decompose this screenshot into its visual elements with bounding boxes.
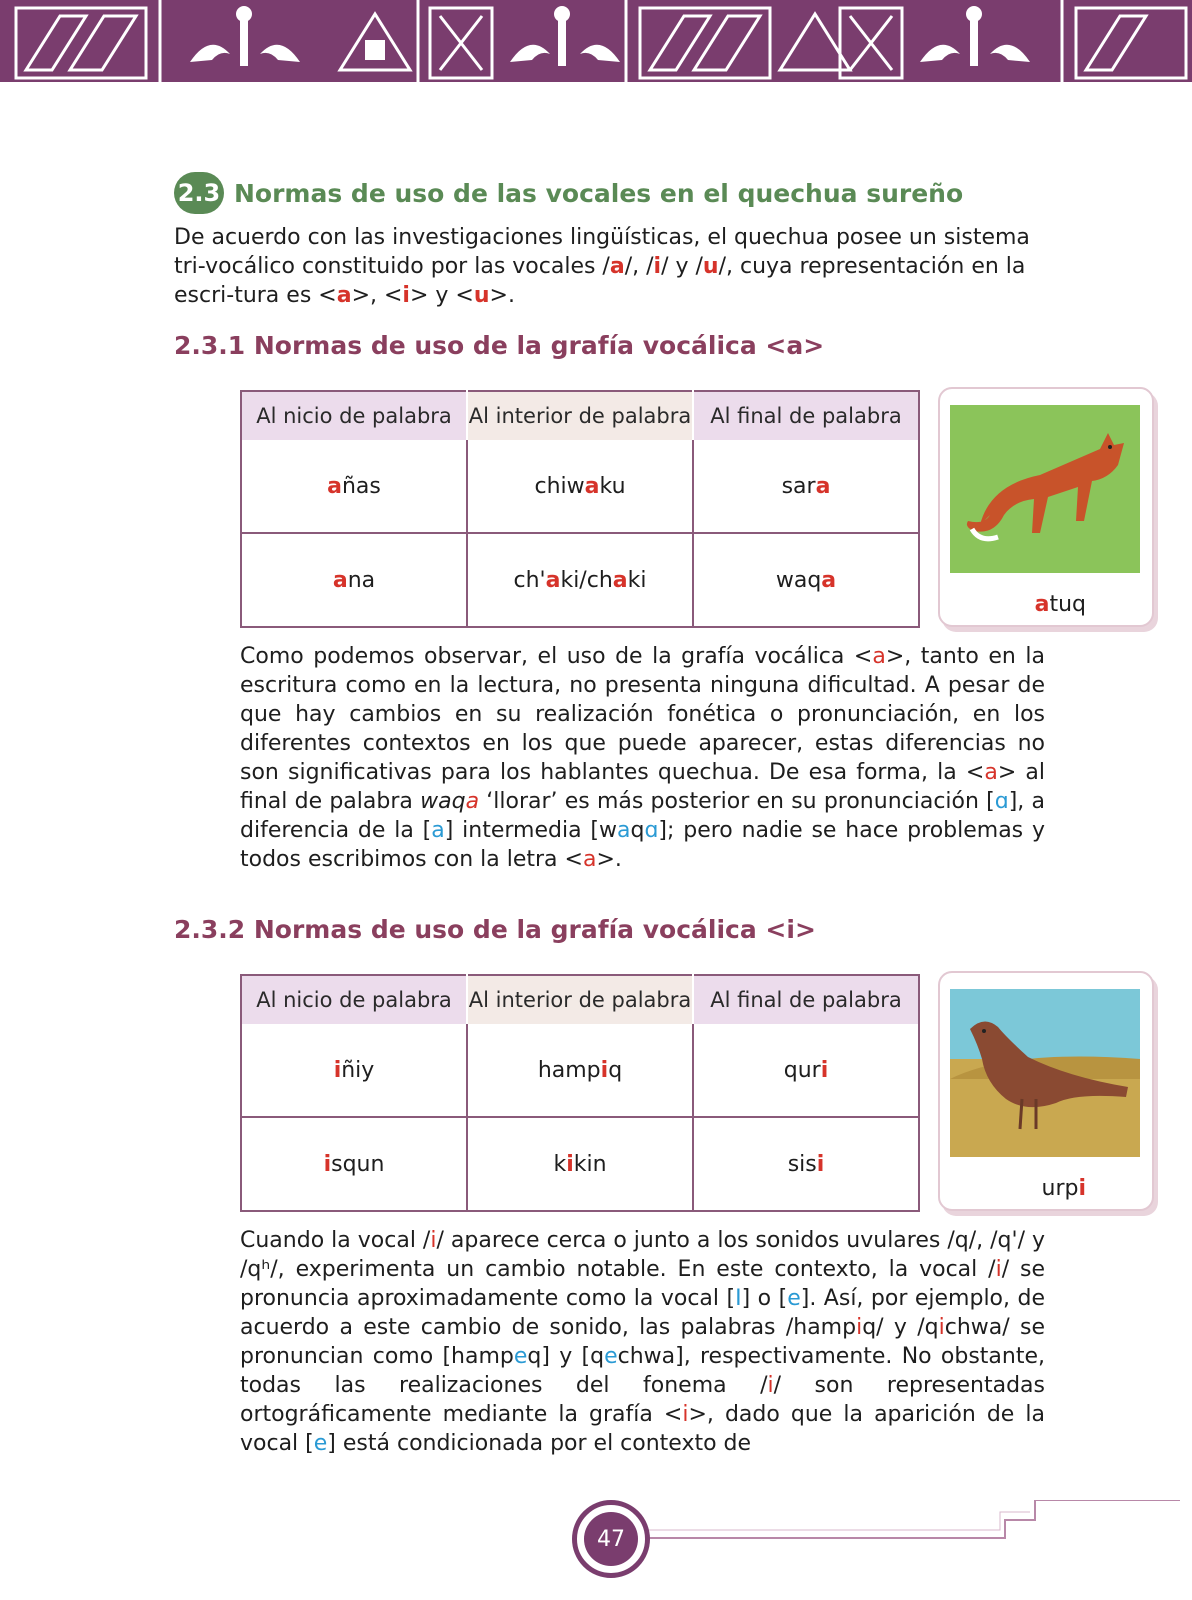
table-header-row xyxy=(241,975,919,1024)
text-segment: q/ y /q xyxy=(862,1315,939,1340)
table-cell xyxy=(693,1117,919,1211)
text-segment: a xyxy=(1034,592,1050,617)
text-segment: Como podemos observar, el uso de la grafía vocálica < xyxy=(240,644,873,669)
text-segment: i xyxy=(1078,1176,1086,1201)
text-segment: a xyxy=(332,567,348,593)
text-segment: q xyxy=(630,818,645,843)
text-segment: i xyxy=(333,1057,342,1083)
table-cell xyxy=(693,1024,919,1117)
page-number: 47 xyxy=(584,1512,638,1566)
table-row xyxy=(241,1024,919,1117)
text-segment: i xyxy=(600,1057,609,1083)
table-cell xyxy=(241,1117,467,1211)
text-segment: e xyxy=(787,1286,801,1311)
column-header-initial: Al nicio de palabra xyxy=(241,391,467,440)
text-segment: ki xyxy=(627,567,647,593)
text-segment: urp xyxy=(1041,1176,1079,1201)
column-header-final: Al final de palabra xyxy=(693,391,919,440)
text-segment: e xyxy=(604,1344,618,1369)
vowel-i-paragraph xyxy=(240,1226,1045,1458)
text-segment: ]. Así, por ejemplo, de acuerdo a este cambio de sonido, las palabras /hamp xyxy=(240,1286,1046,1340)
text-segment: i xyxy=(820,1057,829,1083)
text-segment: a xyxy=(327,473,342,499)
table-cell xyxy=(241,1024,467,1117)
section-intro xyxy=(174,223,1039,310)
text-segment: a xyxy=(465,789,480,814)
text-segment: i xyxy=(995,1257,1002,1282)
text-segment: e xyxy=(513,1344,528,1369)
text-segment: a xyxy=(872,644,886,669)
fox-card xyxy=(938,387,1154,627)
subsection-i-title: 2.3.2 Normas de uso de la grafía vocálica <i> xyxy=(174,915,816,944)
text-segment: waq xyxy=(420,789,466,814)
text-segment: >, tanto en la escritura como en la lectura, no presenta ninguna dificultad. A pesar de que hay cambios en su realización fonética o pronunciación, en los diferentes contextos en los que puede aparecer, estas diferencias no son significativas para los hablantes quechua. De esa forma, la < xyxy=(240,644,1045,785)
text-segment: kin xyxy=(573,1151,607,1177)
text-segment: / y / xyxy=(661,254,703,279)
vowel-a-paragraph-block xyxy=(240,642,1045,874)
text-segment: / se pronuncia aproximadamente como la vocal [ xyxy=(240,1257,1046,1311)
decorative-banner xyxy=(0,0,1192,82)
text-segment: sar xyxy=(781,473,816,499)
text-segment: / aparece cerca o junto a los sonidos uvulares /q/, /q'/ y /qʰ/, experimenta un cambio notable. En este contexto, la vocal / xyxy=(240,1228,1046,1282)
text-segment: na xyxy=(347,567,376,593)
text-segment: >. xyxy=(489,283,515,308)
text-segment: ‘llorar’ es más posterior en su pronunciación [ xyxy=(479,789,995,814)
vowel-a-table xyxy=(240,390,920,628)
text-segment: a xyxy=(821,567,837,593)
text-segment: a xyxy=(582,847,597,872)
text-segment: a xyxy=(616,818,631,843)
staircase-decoration-icon xyxy=(640,1500,1180,1560)
column-header-interior: Al interior de palabra xyxy=(467,391,693,440)
text-segment: a xyxy=(584,473,600,499)
intro-paragraph xyxy=(174,223,1039,310)
table-row xyxy=(241,533,919,627)
vowel-i-paragraph-block xyxy=(240,1226,1045,1458)
table-row xyxy=(241,440,919,533)
section-title: Normas de uso de las vocales en el quechua sureño xyxy=(234,178,964,208)
text-segment: ɑ xyxy=(994,789,1009,814)
text-segment: chwa], respectivamente. No obstante, todas las realizaciones del fonema / xyxy=(240,1344,1045,1398)
text-segment: i xyxy=(402,283,410,308)
table-cell xyxy=(467,440,693,533)
text-segment: i xyxy=(653,254,662,279)
table-cell xyxy=(467,533,693,627)
text-segment: a xyxy=(545,567,561,593)
text-segment: > al final de palabra xyxy=(240,760,1045,814)
table-cell xyxy=(693,533,919,627)
table-header-row xyxy=(241,391,919,440)
text-segment: i xyxy=(323,1151,332,1177)
page-number-badge xyxy=(572,1500,650,1578)
text-segment: I xyxy=(735,1286,742,1311)
text-segment: De acuerdo con las investigaciones lingüísticas, el quechua posee un sistema tri-vocálico constituido por las vocales / xyxy=(174,225,1030,279)
text-segment: ]; pero nadie se hace problemas y todos escribimos con la letra < xyxy=(240,818,1046,872)
text-segment: / son representadas ortográficamente mediante la grafía < xyxy=(240,1373,1045,1427)
column-header-interior: Al interior de palabra xyxy=(467,975,693,1024)
dove-card xyxy=(938,971,1154,1211)
text-segment: a xyxy=(984,760,998,785)
text-segment: ] intermedia [w xyxy=(444,818,617,843)
text-segment: /, cuya representación en la escri-tura es < xyxy=(174,254,1026,308)
text-segment: a xyxy=(431,818,445,843)
text-segment: k xyxy=(553,1151,567,1177)
text-segment: tuq xyxy=(1049,592,1086,617)
text-segment: q] y [q xyxy=(527,1344,605,1369)
text-segment: hamp xyxy=(537,1057,601,1083)
dove-image xyxy=(950,989,1140,1157)
section-number-badge: 2.3 xyxy=(174,172,224,214)
text-segment: ku xyxy=(599,473,626,499)
text-segment: squn xyxy=(331,1151,385,1177)
table-cell xyxy=(467,1117,693,1211)
text-segment: ñiy xyxy=(341,1057,375,1083)
vowel-i-table xyxy=(240,974,920,1212)
column-header-final: Al final de palabra xyxy=(693,975,919,1024)
text-segment: u xyxy=(473,283,490,308)
table-cell xyxy=(693,440,919,533)
andean-pattern-icon xyxy=(0,0,1192,82)
text-segment: Cuando la vocal / xyxy=(240,1228,431,1253)
text-segment: a xyxy=(336,283,352,308)
text-segment: >, < xyxy=(351,283,403,308)
text-segment: a xyxy=(612,567,628,593)
text-segment: ɑ xyxy=(644,818,659,843)
text-segment: i xyxy=(938,1315,945,1340)
table-cell xyxy=(241,533,467,627)
fox-caption xyxy=(1035,592,1086,617)
text-segment: waq xyxy=(775,567,822,593)
section-heading xyxy=(174,172,963,214)
text-segment: a xyxy=(815,473,831,499)
table-row xyxy=(241,1117,919,1211)
text-segment: ] o [ xyxy=(741,1286,788,1311)
table-cell xyxy=(241,440,467,533)
text-segment: i xyxy=(767,1373,774,1398)
text-segment: > y < xyxy=(409,283,474,308)
text-segment: q xyxy=(608,1057,623,1083)
vowel-a-paragraph xyxy=(240,642,1045,874)
fox-image xyxy=(950,405,1140,573)
text-segment: ki/ch xyxy=(560,567,613,593)
text-segment: sis xyxy=(787,1151,817,1177)
text-segment: qur xyxy=(783,1057,821,1083)
text-segment: >. xyxy=(596,847,622,872)
text-segment: i xyxy=(816,1151,825,1177)
text-segment: chwa/ se pronuncian como [hamp xyxy=(240,1315,1045,1369)
column-header-initial: Al nicio de palabra xyxy=(241,975,467,1024)
text-segment: ch' xyxy=(513,567,546,593)
text-segment: i xyxy=(856,1315,863,1340)
text-segment: i xyxy=(430,1228,437,1253)
text-segment: e xyxy=(313,1431,328,1456)
table-cell xyxy=(467,1024,693,1117)
text-segment: chiw xyxy=(534,473,585,499)
text-segment: >, dado que la aparición de la vocal [ xyxy=(240,1402,1045,1456)
text-segment: ] está condicionada por el contexto de xyxy=(327,1431,752,1456)
text-segment: i xyxy=(682,1402,689,1427)
text-segment: ], a diferencia de la [ xyxy=(240,789,1045,843)
text-segment: /, / xyxy=(624,254,654,279)
text-segment: a xyxy=(609,254,625,279)
subsection-a-title: 2.3.1 Normas de uso de la grafía vocálica <a> xyxy=(174,331,825,360)
text-segment: u xyxy=(702,254,719,279)
dove-caption xyxy=(1042,1176,1087,1201)
text-segment: ñas xyxy=(341,473,381,499)
text-segment: i xyxy=(566,1151,574,1177)
